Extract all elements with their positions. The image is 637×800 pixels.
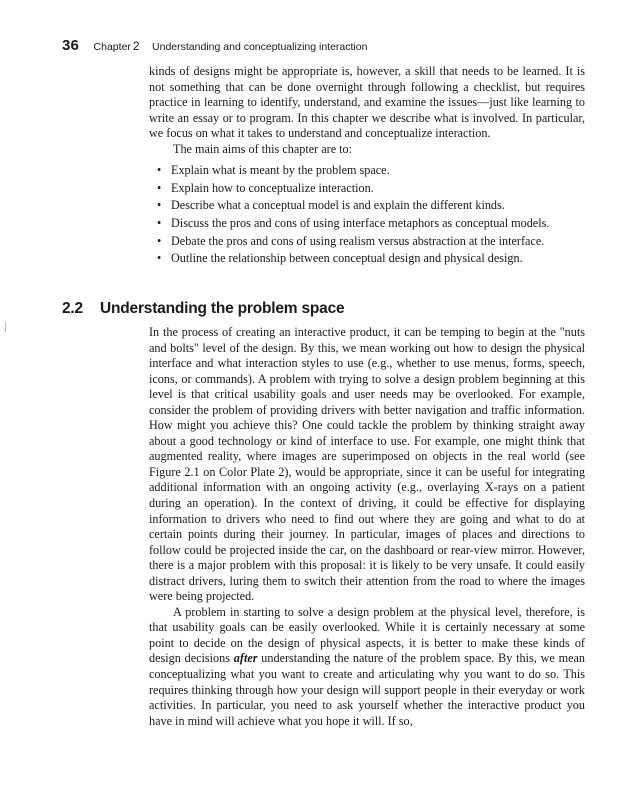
bullet-icon: • <box>157 163 162 178</box>
bullet-icon: • <box>157 180 162 195</box>
section-number: 2.2 <box>62 300 83 317</box>
emphasis-after: after <box>233 651 258 666</box>
body-paragraph-1: In the process of creating an interactive product, it can be temping to begin at the "nuts and bolts" level of the design. By this, we mean working out how to design the physical interface and what interaction styles to use (e.g., whether to use menus, forms, speech, icons, or commands). A problem with trying to solve a design problem beginning at this level is that critical usability goals and user needs may be overlooked. For example, consider the problem of providing drivers with better navigation and traffic information. How might you achieve this? One could tackle the problem by thinking straight away about a good technology or kind of interface to use. For example, one might think that augmented reality, where images are superimposed on objects in the real world (see Figure 2.1 on Color Plate 2), would be appropriate, since it can be useful for integrating additional information with an ongoing activity (e.g., overlaying X-rays on a patient during an operation). In the context of driving, it could be effective for displaying information to drivers who need to find out where they are going and what to do at certain points during their journey. In particular, images of places and directions to follow could be projected inside the car, on the dashboard or rear-view mirror. However, there is a major problem with this proposal: it is likely to be very unsafe. It could easily distract drivers, luring them to switch their attention from the road to where the images were being projected. <box>149 325 585 604</box>
list-item-text: Debate the pros and cons of using realism versus abstraction at the interface. <box>171 233 545 248</box>
list-item-text: Outline the relationship between conceptual design and physical design. <box>171 251 523 266</box>
list-item-text: Explain how to conceptualize interaction. <box>171 180 374 195</box>
list-item-text: Describe what a conceptual model is and explain the different kinds. <box>171 198 505 213</box>
body-block <box>149 325 585 729</box>
paragraph-text: understanding the nature of the problem space. By this, we mean conceptualizing what you want to create and articulating why you want to do so. This requires thinking through how your design will support people in their everyday or work activities. In particular, you need to ask yourself whether the interactive product you have in mind will achieve what you hope it will. If so, <box>149 651 585 728</box>
list-item-text: Discuss the pros and cons of using interface metaphors as conceptual models. <box>171 216 550 231</box>
aims-list <box>149 162 585 268</box>
list-item-text: Explain what is meant by the problem space. <box>171 163 390 178</box>
bullet-icon: • <box>157 251 162 266</box>
list-item <box>157 197 585 215</box>
page-number: 36 <box>62 37 80 54</box>
list-item <box>157 233 585 251</box>
running-head <box>62 37 367 55</box>
bullet-icon: • <box>157 198 162 213</box>
section-title: Understanding the problem space <box>100 300 345 317</box>
intro-paragraph: kinds of designs might be appropriate is, however, a skill that needs to be learned. It is not something that can be done overnight through following a checklist, but requires practice in learning to identify, understand, and examine the issues—just like learning to write an essay or to program. In this chapter we describe what is involved. In particular, we focus on what it takes to understand and conceptualize interaction. <box>149 64 585 141</box>
bullet-icon: • <box>157 233 162 248</box>
bullet-icon: • <box>157 216 162 231</box>
intro-block <box>149 64 585 268</box>
list-item <box>157 180 585 198</box>
list-item <box>157 215 585 233</box>
list-item <box>157 162 585 180</box>
running-title: Understanding and conceptualizing interaction <box>152 41 368 53</box>
list-item <box>157 250 585 268</box>
section-heading <box>62 300 344 318</box>
margin-mark <box>5 322 6 332</box>
chapter-number: 2 <box>132 39 140 53</box>
aims-lead: The main aims of this chapter are to: <box>173 141 353 156</box>
paragraph-text: A problem in starting to solve a design problem at the physical level, therefore, is that usability goals can be easily overlooked. While it is certainly necessary at some point to decide on the design of physical aspects, it is better to make these kinds of design decisions <box>149 604 585 666</box>
body-paragraph-2 <box>149 605 585 729</box>
chapter-label: Chapter <box>93 41 131 53</box>
